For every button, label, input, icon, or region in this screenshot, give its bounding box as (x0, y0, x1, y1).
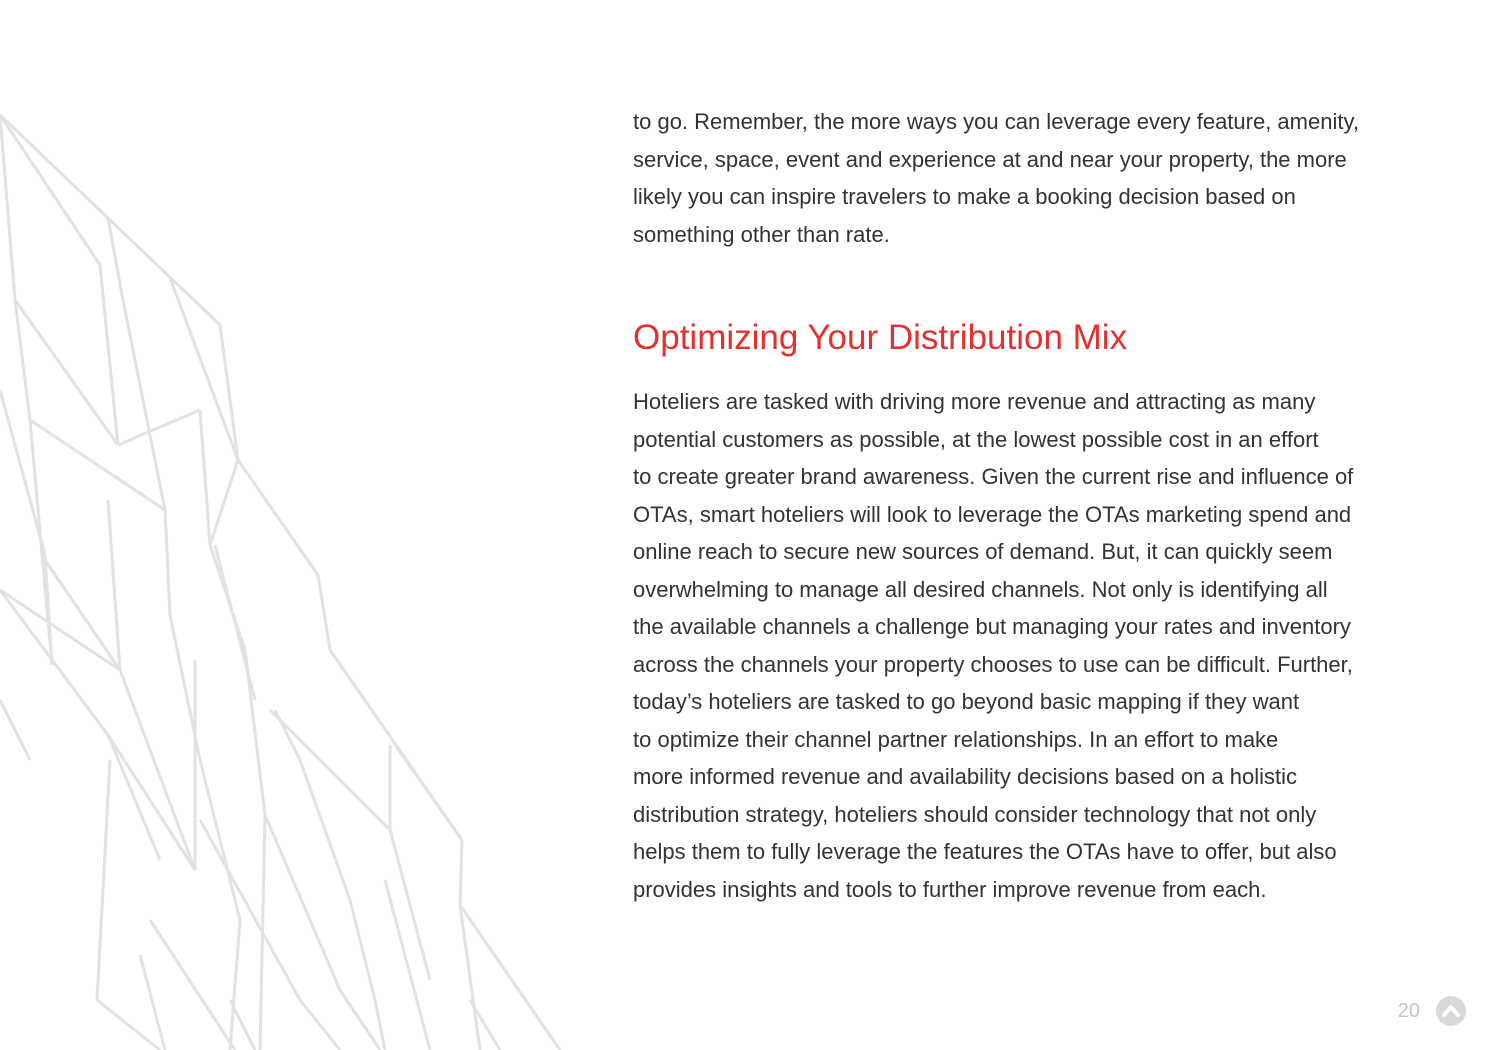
paragraph-line: to optimize their channel partner relationships. In an effort to make (633, 726, 1279, 752)
continued-paragraph (633, 103, 1413, 253)
section-heading: Optimizing Your Distribution Mix (633, 318, 1128, 357)
paragraph-line: Hoteliers are tasked with driving more revenue and attracting as many (633, 389, 1316, 414)
back-to-top-button[interactable] (1436, 996, 1466, 1026)
paragraph-line: the available channels a challenge but managing your rates and inventory (633, 614, 1351, 639)
paragraph-line: to go. Remember, the more ways you can leverage every feature, amenity, (633, 109, 1359, 134)
page-number: 20 (1397, 999, 1420, 1022)
paragraph-line: provides insights and tools to further improve revenue from each. (633, 876, 1267, 902)
decorative-line-pattern (0, 0, 600, 1050)
paragraph-line: OTAs, smart hoteliers will look to leverage the OTAs marketing spend and (633, 501, 1352, 527)
section-body (633, 383, 1353, 908)
paragraph-line: across the channels your property chooses to use can be difficult. Further, (633, 651, 1353, 677)
paragraph-line: online reach to secure new sources of demand. But, it can quickly seem (633, 539, 1333, 564)
paragraph-line: likely you can inspire travelers to make a booking decision based on (633, 184, 1296, 209)
paragraph-line: service, space, event and experience at and near your property, the more (633, 146, 1347, 172)
section-paragraph (633, 383, 1353, 908)
paragraph-line: helps them to fully leverage the features the OTAs have to offer, but also (633, 839, 1337, 864)
paragraph-text (633, 103, 1413, 253)
paragraph-line: overwhelming to manage all desired channels. Not only is identifying all (633, 576, 1328, 602)
paragraph-line: more informed revenue and availability decisions based on a holistic (633, 764, 1298, 789)
paragraph-line: today’s hoteliers are tasked to go beyond basic mapping if they want (633, 689, 1300, 714)
paragraph-line: to create greater brand awareness. Given the current rise and influence of (633, 464, 1354, 489)
page-footer (1398, 996, 1466, 1026)
chevron-up-icon (1442, 1004, 1460, 1018)
paragraph-line: potential customers as possible, at the lowest possible cost in an effort (633, 426, 1319, 452)
paragraph-line: something other than rate. (633, 221, 890, 247)
paragraph-line: distribution strategy, hoteliers should consider technology that not only (633, 801, 1317, 827)
